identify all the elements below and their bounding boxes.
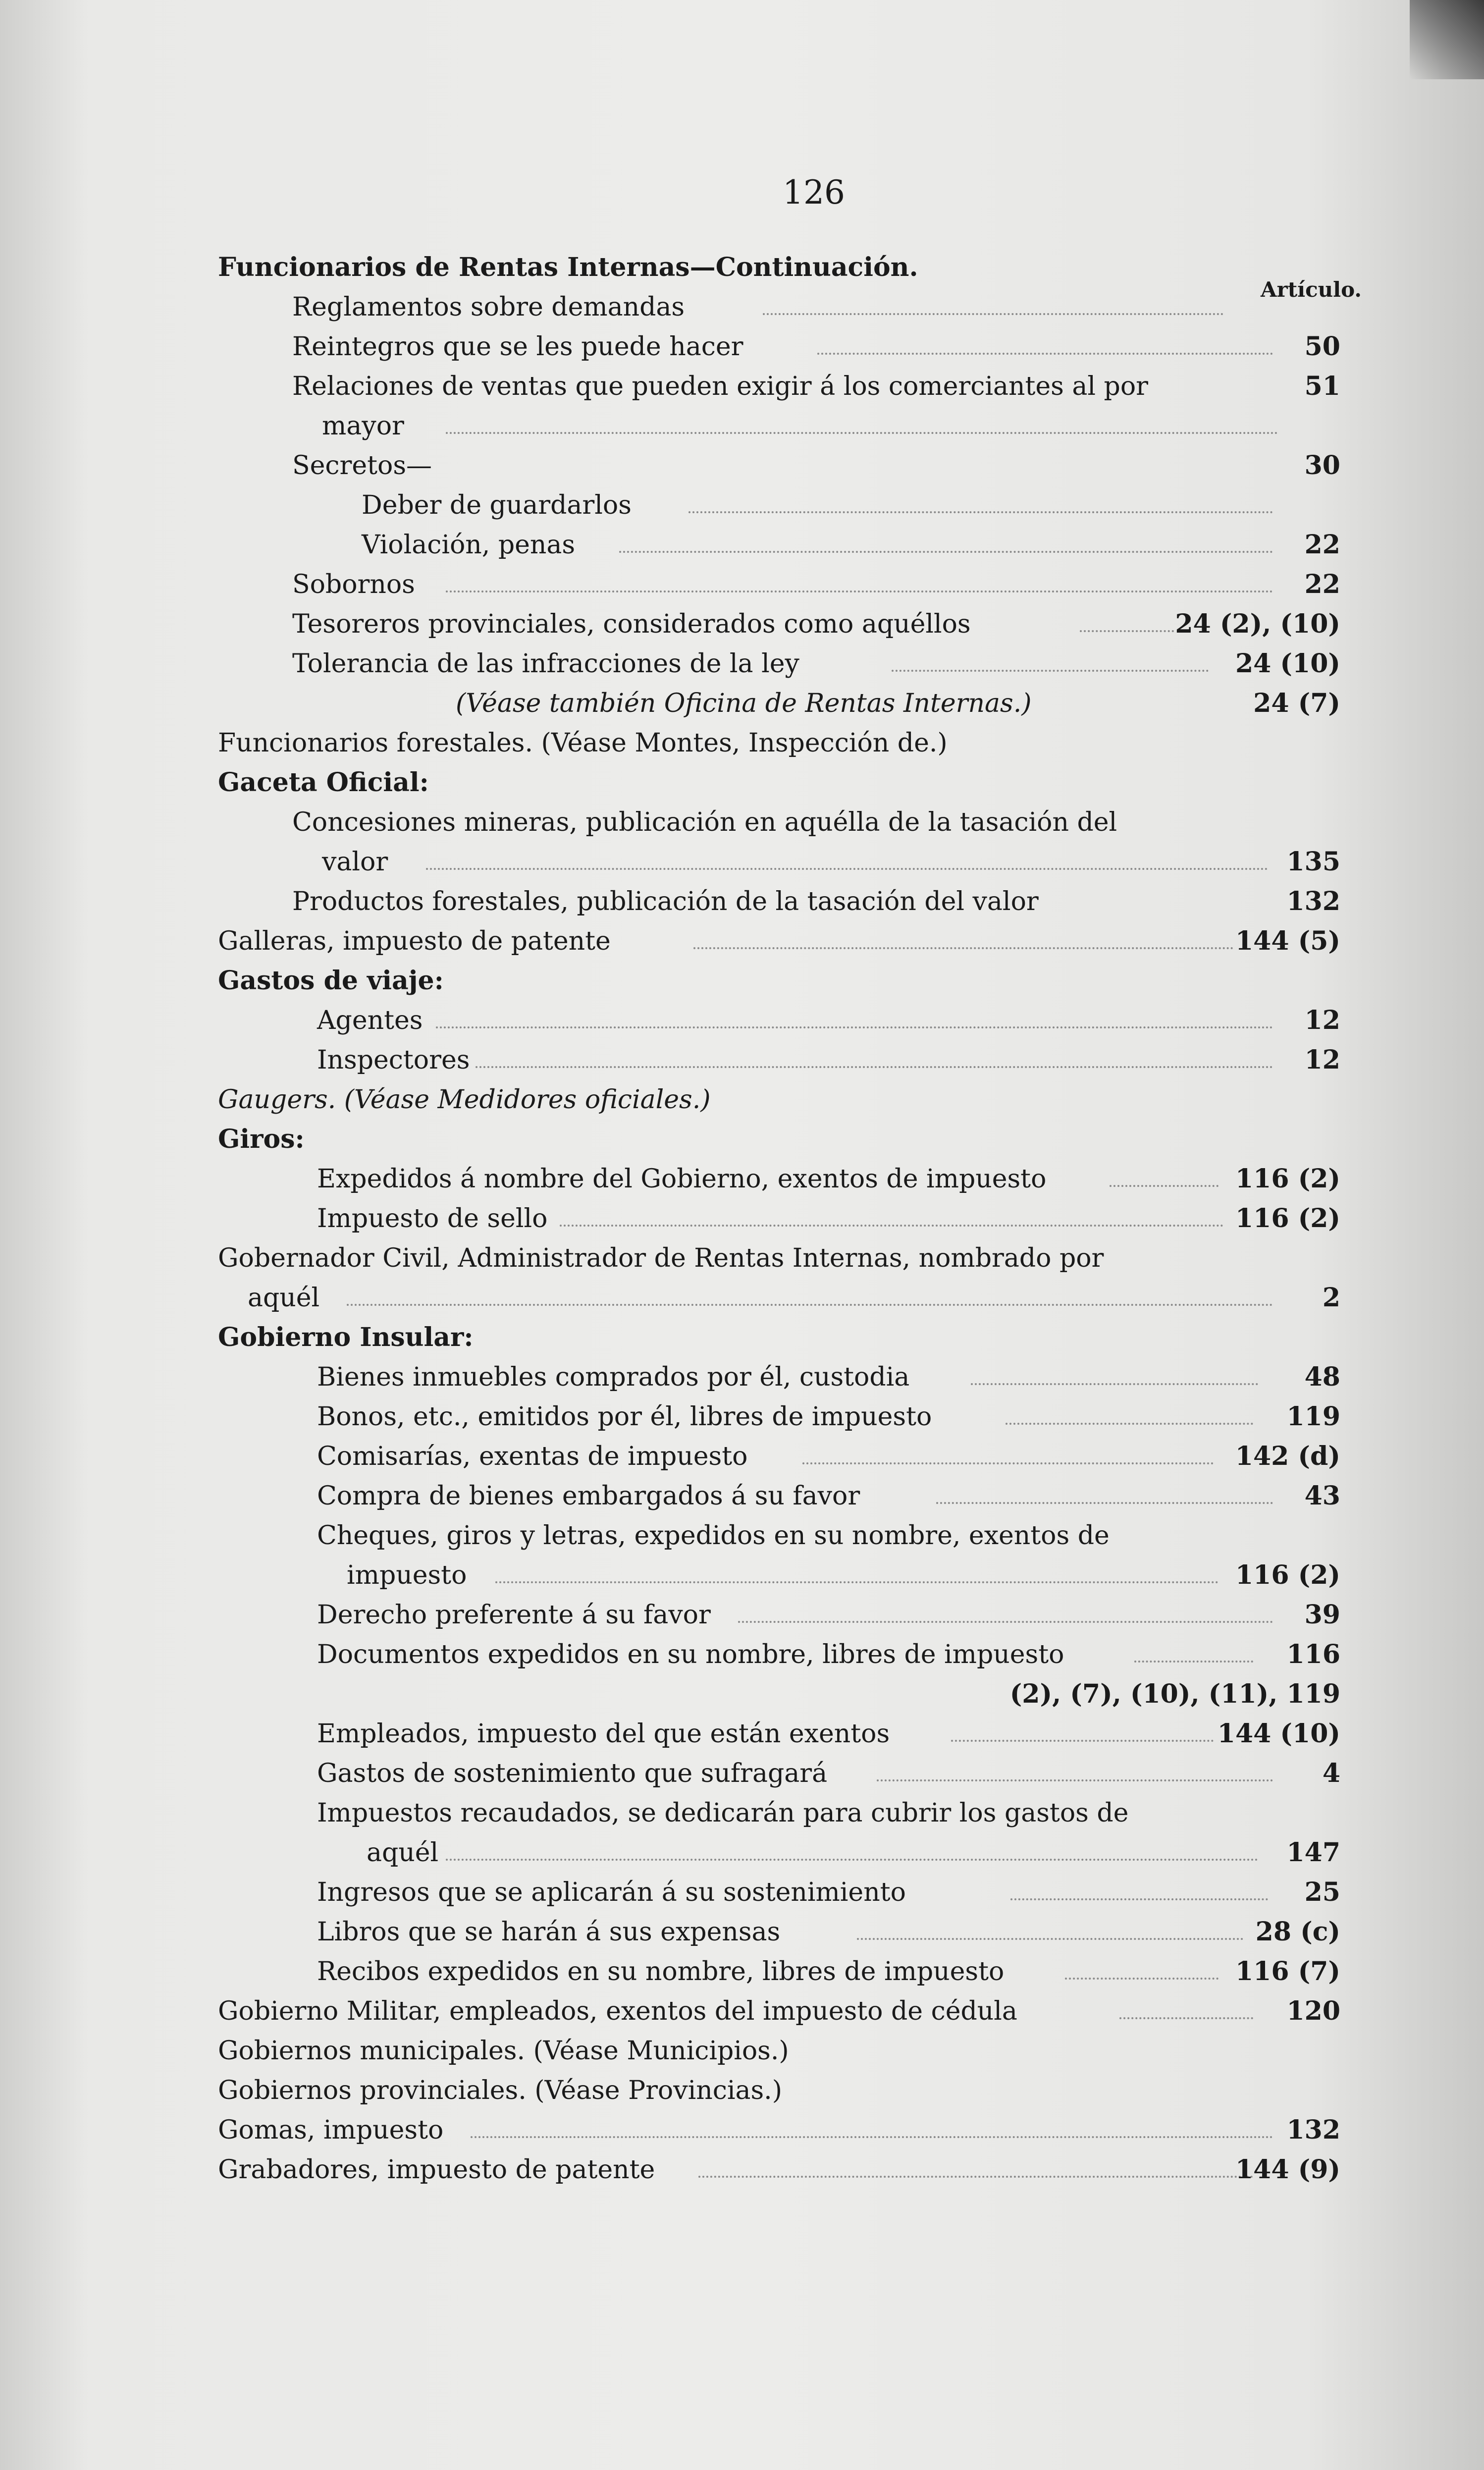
entry-text: Cheques, giros y letras, expedidos en su nombre, exentos de <box>317 1521 1110 1551</box>
index-entry <box>0 565 1484 604</box>
entry-ref: 142 (d) <box>1235 1441 1340 1471</box>
index-entry <box>0 1040 1484 1080</box>
column-header-articulo: Artículo. <box>1261 277 1362 302</box>
index-entry <box>0 1159 1484 1199</box>
entry-text: Reglamentos sobre demandas <box>292 292 685 322</box>
entry-ref: 144 (5) <box>1235 926 1340 956</box>
entry-text: Tesoreros provinciales, considerados como aquéllos <box>292 609 971 639</box>
index-entry <box>0 287 1484 327</box>
entry-text: Gobiernos municipales. (Véase Municipios.) <box>218 2036 789 2066</box>
entry-text: aquél <box>367 1838 439 1868</box>
entry-text: Bonos, etc., emitidos por él, libres de impuesto <box>317 1402 932 1432</box>
entry-text: Gastos de viaje: <box>218 966 444 996</box>
index-entry <box>0 1001 1484 1040</box>
index-entry <box>0 644 1484 684</box>
entry-text: Documentos expedidos en su nombre, libres de impuesto <box>317 1640 1064 1669</box>
index-entry <box>0 1199 1484 1238</box>
index-entry <box>0 1516 1484 1556</box>
entry-ref: 51 <box>1304 371 1340 401</box>
entry-text: Concesiones mineras, publicación en aquélla de la tasación del <box>292 807 1117 837</box>
entry-text: Empleados, impuesto del que están exentos <box>317 1719 890 1749</box>
entry-ref: 120 <box>1286 1996 1340 2026</box>
entry-text: Compra de bienes embargados á su favor <box>317 1481 860 1511</box>
index-entry <box>0 1952 1484 1991</box>
entry-text: Expedidos á nombre del Gobierno, exentos de impuesto <box>317 1164 1047 1194</box>
entry-ref: 30 <box>1304 450 1340 481</box>
index-entry <box>0 1238 1484 1278</box>
index-entry <box>0 1833 1484 1873</box>
index-entry <box>0 1793 1484 1833</box>
index-entry <box>0 1476 1484 1516</box>
entry-ref: 12 <box>1304 1005 1340 1035</box>
entry-ref: 147 <box>1286 1837 1340 1868</box>
index-entry <box>0 406 1484 446</box>
entry-ref: 135 <box>1286 847 1340 877</box>
entry-text: Impuesto de sello <box>317 1204 548 1234</box>
index-entry <box>0 1635 1484 1674</box>
index-entry <box>0 1120 1484 1159</box>
index-entry <box>0 525 1484 565</box>
entry-ref: 22 <box>1304 569 1340 599</box>
index-entry <box>0 723 1484 763</box>
entry-ref: 43 <box>1304 1481 1340 1511</box>
entry-text: Deber de guardarlos <box>362 490 632 520</box>
entry-text: Impuestos recaudados, se dedicarán para cubrir los gastos de <box>317 1798 1129 1828</box>
entry-ref: 39 <box>1304 1600 1340 1630</box>
entry-text: mayor <box>322 411 404 441</box>
entry-ref: 132 <box>1286 886 1340 916</box>
entry-text: Gobernador Civil, Administrador de Rentas Internas, nombrado por <box>218 1243 1104 1273</box>
entry-text: Gomas, impuesto <box>218 2115 444 2145</box>
entry-text: impuesto <box>347 1560 467 1590</box>
index-entry <box>0 961 1484 1001</box>
entry-text: Recibos expedidos en su nombre, libres de impuesto <box>317 1957 1005 1987</box>
index-entry <box>0 1714 1484 1754</box>
entry-text: Inspectores <box>317 1045 470 1075</box>
index-entry <box>0 1991 1484 2031</box>
entry-text: Galleras, impuesto de patente <box>218 926 611 956</box>
index-entry <box>0 1912 1484 1952</box>
entry-text: Agentes <box>317 1006 423 1035</box>
entry-text: aquél <box>248 1283 320 1313</box>
index-entry <box>0 1595 1484 1635</box>
index-entries <box>0 248 1484 2190</box>
entry-text: Gaceta Oficial: <box>218 767 429 798</box>
entry-ref: 24 (10) <box>1235 648 1340 679</box>
entry-ref: 24 (7) <box>1253 688 1340 718</box>
page-corner-shadow <box>1410 0 1484 79</box>
entry-text: valor <box>322 847 388 877</box>
entry-text: Relaciones de ventas que pueden exigir á los comerciantes al por <box>292 372 1148 401</box>
entry-text: Bienes inmuebles comprados por él, custodia <box>317 1362 910 1392</box>
entry-text: Funcionarios de Rentas Internas—Continuación. <box>218 252 918 282</box>
index-entry <box>0 1357 1484 1397</box>
entry-ref: 50 <box>1304 331 1340 362</box>
index-entry <box>0 2071 1484 2110</box>
index-entry <box>0 446 1484 485</box>
entry-ref: 2 <box>1322 1283 1340 1313</box>
entry-ref: 48 <box>1304 1362 1340 1392</box>
index-entry <box>0 248 1484 287</box>
index-entry <box>0 803 1484 842</box>
entry-text: Productos forestales, publicación de la tasación del valor <box>292 887 1039 916</box>
entry-ref: 116 (2) <box>1235 1560 1340 1590</box>
entry-ref: 132 <box>1286 2115 1340 2145</box>
entry-text: Gastos de sostenimiento que sufragará <box>317 1759 828 1788</box>
entry-text: Violación, penas <box>362 530 576 560</box>
entry-ref: 116 (2) <box>1235 1203 1340 1234</box>
index-entry <box>0 1318 1484 1357</box>
entry-ref: 25 <box>1304 1877 1340 1907</box>
index-entry <box>0 1674 1484 1714</box>
index-entry <box>0 763 1484 803</box>
index-entry <box>0 485 1484 525</box>
page-number: 126 <box>783 173 845 212</box>
entry-text: Grabadores, impuesto de patente <box>218 2155 655 2185</box>
entry-ref: 116 <box>1286 1639 1340 1669</box>
entry-text: Funcionarios forestales. (Véase Montes, Inspección de.) <box>218 728 948 758</box>
entry-ref: (2), (7), (10), (11), 119 <box>1009 1679 1340 1709</box>
entry-text: Giros: <box>218 1124 305 1154</box>
index-entry <box>0 1556 1484 1595</box>
entry-text: Derecho preferente á su favor <box>317 1600 711 1630</box>
index-entry <box>0 2110 1484 2150</box>
index-entry <box>0 882 1484 921</box>
index-entry <box>0 1754 1484 1793</box>
entry-text: Gaugers. (Véase Medidores oficiales.) <box>218 1085 711 1115</box>
entry-text: Sobornos <box>292 570 415 599</box>
entry-text: (Véase también Oficina de Rentas Internas.) <box>456 689 1032 718</box>
entry-text: Tolerancia de las infracciones de la ley <box>292 649 799 679</box>
entry-text: Libros que se harán á sus expensas <box>317 1917 781 1947</box>
entry-text: Comisarías, exentas de impuesto <box>317 1442 748 1471</box>
index-entry <box>0 1437 1484 1476</box>
entry-ref: 144 (10) <box>1217 1718 1340 1749</box>
index-entry <box>0 604 1484 644</box>
index-entry <box>0 367 1484 406</box>
entry-ref: 22 <box>1304 530 1340 560</box>
index-entry <box>0 684 1484 723</box>
entry-text: Gobiernos provinciales. (Véase Provincias.) <box>218 2076 782 2105</box>
index-entry <box>0 1873 1484 1912</box>
entry-text: Ingresos que se aplicarán á su sostenimiento <box>317 1878 906 1907</box>
entry-ref: 28 (c) <box>1255 1917 1340 1947</box>
entry-ref: 116 (7) <box>1235 1956 1340 1987</box>
index-entry <box>0 1080 1484 1120</box>
index-entry <box>0 2150 1484 2190</box>
index-entry <box>0 2031 1484 2071</box>
entry-ref: 4 <box>1322 1758 1340 1788</box>
index-entry <box>0 1397 1484 1437</box>
entry-ref: 144 (9) <box>1235 2154 1340 2185</box>
entry-text: Gobierno Insular: <box>218 1322 474 1352</box>
index-entry <box>0 1278 1484 1318</box>
index-entry <box>0 842 1484 882</box>
entry-ref: 119 <box>1286 1401 1340 1432</box>
entry-text: Gobierno Militar, empleados, exentos del impuesto de cédula <box>218 1996 1017 2026</box>
entry-text: Secretos— <box>292 451 432 481</box>
entry-ref: 24 (2), (10) <box>1175 609 1340 639</box>
index-entry <box>0 921 1484 961</box>
index-entry <box>0 327 1484 367</box>
entry-ref: 12 <box>1304 1045 1340 1075</box>
entry-ref: 116 (2) <box>1235 1164 1340 1194</box>
entry-text: Reintegros que se les puede hacer <box>292 332 743 362</box>
